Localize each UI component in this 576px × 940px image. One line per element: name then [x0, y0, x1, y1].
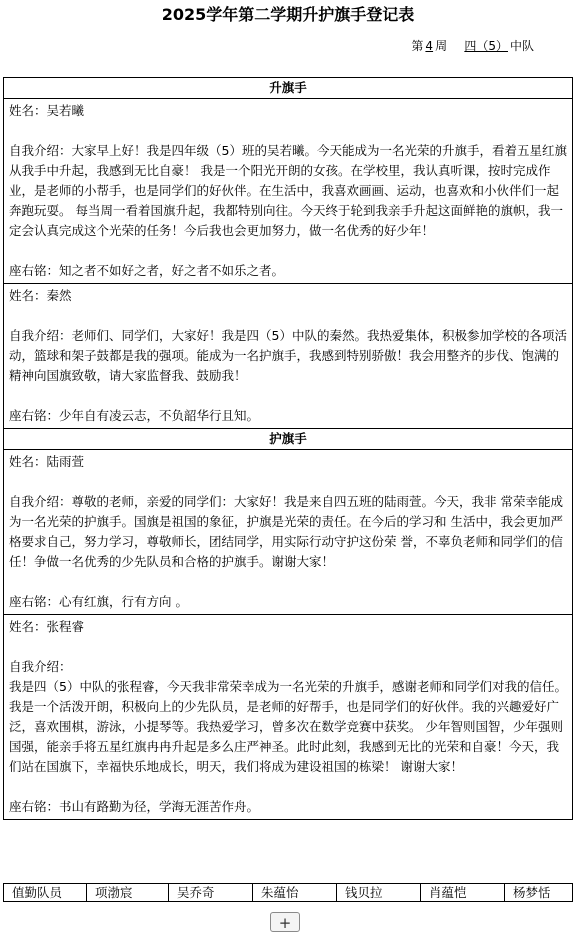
add-row-button[interactable]: +: [270, 912, 300, 932]
section-heading-flag-guard: 护旗手: [4, 429, 573, 450]
person-motto: 座右铭：少年自有凌云志，不负韶华行且知。: [9, 408, 260, 423]
person-row: [4, 615, 573, 820]
week-number: 4: [425, 39, 434, 53]
person-cell: [4, 284, 573, 429]
duty-member: 钱贝拉: [337, 884, 421, 902]
person-name: 姓名：吴若曦: [9, 103, 85, 118]
person-intro-label: 自我介绍：: [9, 659, 72, 674]
person-name: 姓名：秦然: [9, 288, 72, 303]
person-motto: 座右铭：知之者不如好之者，好之者不如乐之者。: [9, 263, 285, 278]
week-class-line: [411, 38, 534, 54]
person-cell: [4, 450, 573, 615]
person-intro: 自我介绍：老师们、同学们，大家好！我是四（5）中队的秦然。我热爱集体，积极参加学校的各项活动，篮球和架子鼓都是我的强项。能成为一名护旗手，我感到特别骄傲！我会用整齐的步伐、饱满的精神向国旗致敬，请大家监督我、鼓励我！: [9, 328, 567, 383]
duty-member: 朱蕴怡: [253, 884, 337, 902]
duty-member: 肖蕴恺: [421, 884, 505, 902]
class-suffix: 中队: [509, 39, 534, 53]
duty-member: 项渤宸: [87, 884, 169, 902]
section-header-row: [4, 78, 573, 99]
person-name: 姓名：张程睿: [9, 619, 85, 634]
person-row: [4, 99, 573, 284]
person-cell: [4, 615, 573, 820]
duty-member: 吴乔奇: [169, 884, 253, 902]
person-row: [4, 284, 573, 429]
person-row: [4, 450, 573, 615]
person-cell: [4, 99, 573, 284]
duty-row: [4, 884, 573, 902]
person-name: 姓名：陆雨萱: [9, 454, 85, 469]
section-heading-flag-raiser: 升旗手: [4, 78, 573, 99]
person-motto: 座右铭：心有红旗，行有方向 。: [9, 594, 188, 609]
week-unit: 周: [435, 39, 448, 53]
duty-label: 值勤队员: [4, 884, 87, 902]
duty-member: 杨梦恬: [505, 884, 573, 902]
class-name: 四（5）: [464, 39, 508, 53]
section-header-row: [4, 429, 573, 450]
person-motto: 座右铭：书山有路勤为径，学海无涯苦作舟。: [9, 799, 260, 814]
page-title: 2025学年第二学期升护旗手登记表: [161, 5, 415, 24]
duty-members-table: [3, 883, 573, 902]
person-intro: 我是四（5）中队的张程睿，今天我非常荣幸成为一名光荣的升旗手，感谢老师和同学们对我的信任。我是一个活泼开朗，积极向上的少先队员，是老师的好帮手，也是同学们的好伙伴。我的兴趣爱好广泛，喜欢围棋，游泳，小提琴等。我热爱学习，曾多次在数学竞赛中获奖。 少年智则国智，少年强则国强，能亲手将五星红旗冉冉升起是多么庄严神圣。此时此刻，我感到无比的光荣和自豪！今天，我们站在国旗下，幸福快乐地成长，明天，我们将成为建设祖国的栋梁！ 谢谢大家！: [9, 679, 567, 774]
person-intro: 自我介绍：大家早上好！我是四年级（5）班的吴若曦。今天能成为一名光荣的升旗手，看着五星红旗从我手中升起，我感到无比自豪！ 我是一个阳光开朗的女孩。在学校里，我认真听课，按时完成作业，是老师的小帮手，也是同学们的好伙伴。在生活中，我喜欢画画、运动，也喜欢和小伙伴们一起奔跑玩耍。 每当周一看着国旗升起，我都特别向往。今天终于轮到我亲手升起这面鲜艳的旗帜，我一定会认真完成这个光荣的任务！今后我也会更加努力，做一名优秀的好少年！: [9, 143, 567, 238]
week-prefix: 第: [411, 39, 424, 53]
person-intro: 自我介绍：尊敬的老师，亲爱的同学们：大家好！我是来自四五班的陆雨萱。今天，我非 常荣幸能成为一名光荣的护旗手。国旗是祖国的象征，护旗是光荣的责任。在今后的学习和 生活中，我会更加严格要求自己，努力学习，尊敬师长，团结同学，用实际行动守护这份荣 誉，不辜负老师和同学们的信任！争做一名优秀的少先队员和合格的护旗手。谢谢大家！: [9, 494, 563, 569]
registration-table: [3, 77, 573, 820]
